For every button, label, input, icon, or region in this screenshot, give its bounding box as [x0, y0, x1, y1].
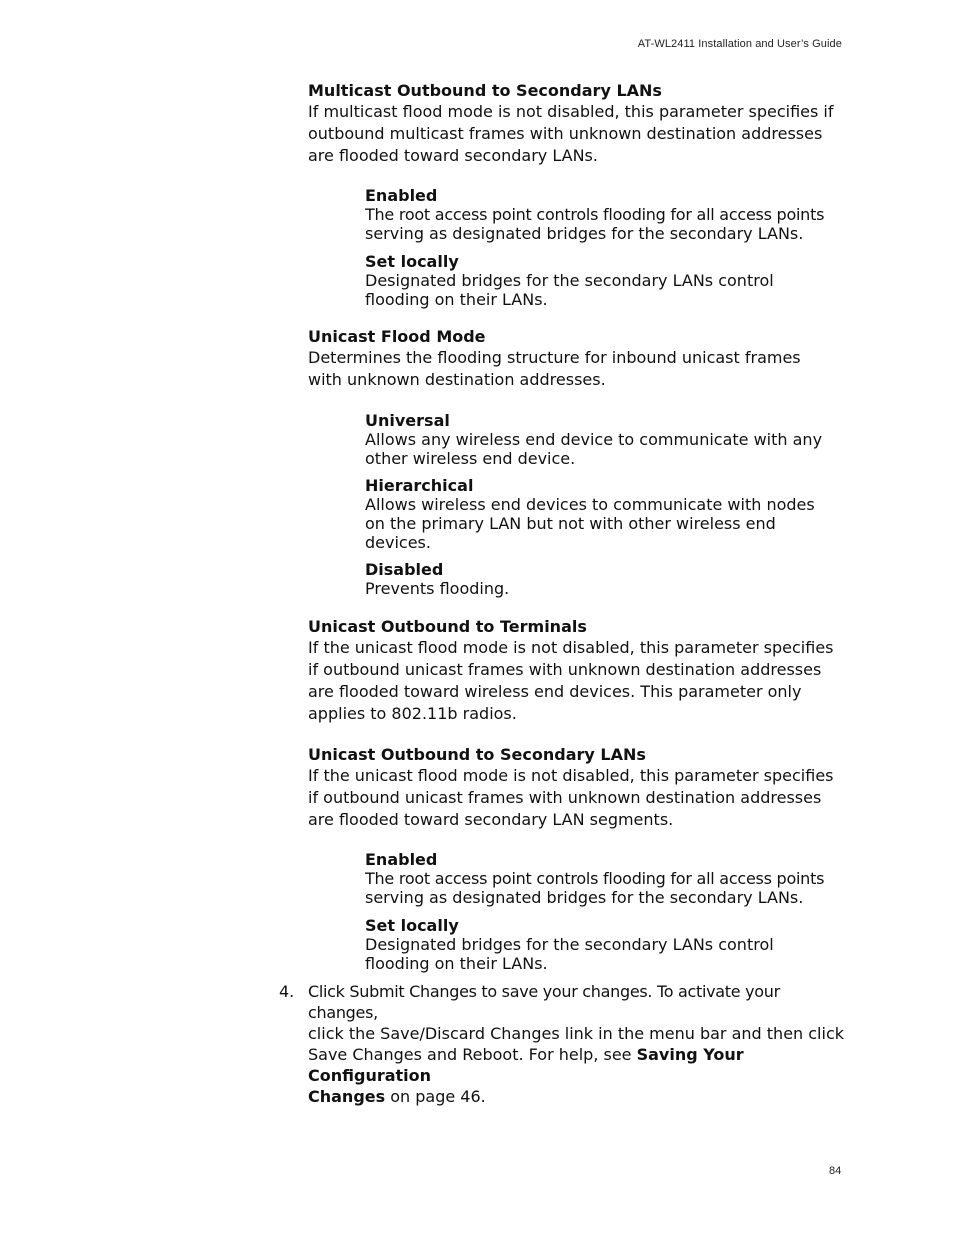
definition-term: Hierarchical — [365, 476, 474, 495]
definition-line: flooding on their LANs. — [365, 290, 548, 309]
paragraph-line: if outbound unicast frames with unknown destination addresses — [308, 788, 822, 807]
definition-term: Disabled — [365, 560, 444, 579]
paragraph-line: are flooded toward wireless end devices. This parameter only — [308, 682, 802, 701]
cross-reference-link[interactable]: Saving Your Configuration — [308, 1045, 744, 1085]
definition-line: Designated bridges for the secondary LANs control — [365, 935, 774, 954]
definition-term: Enabled — [365, 850, 438, 869]
paragraph-line: if outbound unicast frames with unknown destination addresses — [308, 660, 822, 679]
section-unicast-outbound-terminals — [308, 616, 848, 725]
definition-line: serving as designated bridges for the secondary LANs. — [365, 224, 804, 243]
definition-line: other wireless end device. — [365, 449, 576, 468]
section-heading: Unicast Flood Mode — [308, 327, 486, 346]
definition-term: Set locally — [365, 252, 459, 271]
definition-line: Designated bridges for the secondary LANs control — [365, 271, 774, 290]
definition-enabled — [365, 186, 845, 243]
definition-hierarchical — [365, 476, 845, 552]
paragraph-line: Determines the flooding structure for inbound unicast frames — [308, 348, 801, 367]
section-heading: Unicast Outbound to Secondary LANs — [308, 745, 646, 764]
step-4 — [279, 981, 849, 1107]
definition-line: flooding on their LANs. — [365, 954, 548, 973]
section-heading: Unicast Outbound to Terminals — [308, 617, 587, 636]
paragraph-line: are flooded toward secondary LANs. — [308, 146, 598, 165]
section-unicast-outbound-secondary — [308, 744, 848, 831]
definition-line: The root access point controls flooding for all access points — [365, 205, 825, 224]
definition-line: on the primary LAN but not with other wireless end — [365, 514, 776, 533]
running-header: AT-WL2411 Installation and User’s Guide — [637, 38, 842, 50]
step-text-segment: on page 46. — [385, 1087, 486, 1106]
paragraph-line: If the unicast flood mode is not disabled, this parameter specifies — [308, 766, 834, 785]
definition-line: The root access point controls flooding for all access points — [365, 869, 825, 888]
page-number: 84 — [829, 1165, 842, 1177]
definition-term: Set locally — [365, 916, 459, 935]
definition-term: Universal — [365, 411, 450, 430]
definition-enabled — [365, 850, 845, 907]
step-line: Click Submit Changes to save your changes. To activate your changes, — [308, 982, 780, 1022]
paragraph-line: applies to 802.11b radios. — [308, 704, 517, 723]
step-text-segment: Save Changes and Reboot. For help, see — [308, 1045, 637, 1064]
section-unicast-flood-mode — [308, 326, 848, 391]
paragraph-line: If multicast flood mode is not disabled, this parameter specifies if — [308, 102, 834, 121]
cross-reference-link[interactable]: Changes — [308, 1087, 386, 1106]
definition-line: Prevents flooding. — [365, 579, 510, 598]
step-text — [308, 981, 849, 1107]
definition-line: Allows wireless end devices to communicate with nodes — [365, 495, 815, 514]
definition-disabled — [365, 560, 845, 598]
step-line: click the Save/Discard Changes link in the menu bar and then click — [308, 1024, 845, 1043]
section-multicast-outbound-secondary — [308, 80, 848, 167]
paragraph-line: If the unicast flood mode is not disabled, this parameter specifies — [308, 638, 834, 657]
definition-term: Enabled — [365, 186, 438, 205]
step-line — [308, 1044, 849, 1086]
section-heading: Multicast Outbound to Secondary LANs — [308, 81, 662, 100]
step-number: 4. — [279, 982, 295, 1001]
paragraph-line: are flooded toward secondary LAN segments. — [308, 810, 674, 829]
definition-line: serving as designated bridges for the secondary LANs. — [365, 888, 804, 907]
paragraph-line: with unknown destination addresses. — [308, 370, 606, 389]
definition-line: devices. — [365, 533, 431, 552]
definition-line: Allows any wireless end device to communicate with any — [365, 430, 823, 449]
definition-set-locally — [365, 916, 845, 973]
step-line — [308, 1086, 849, 1107]
definition-set-locally — [365, 252, 845, 309]
definition-universal — [365, 411, 845, 468]
paragraph-line: outbound multicast frames with unknown destination addresses — [308, 124, 823, 143]
